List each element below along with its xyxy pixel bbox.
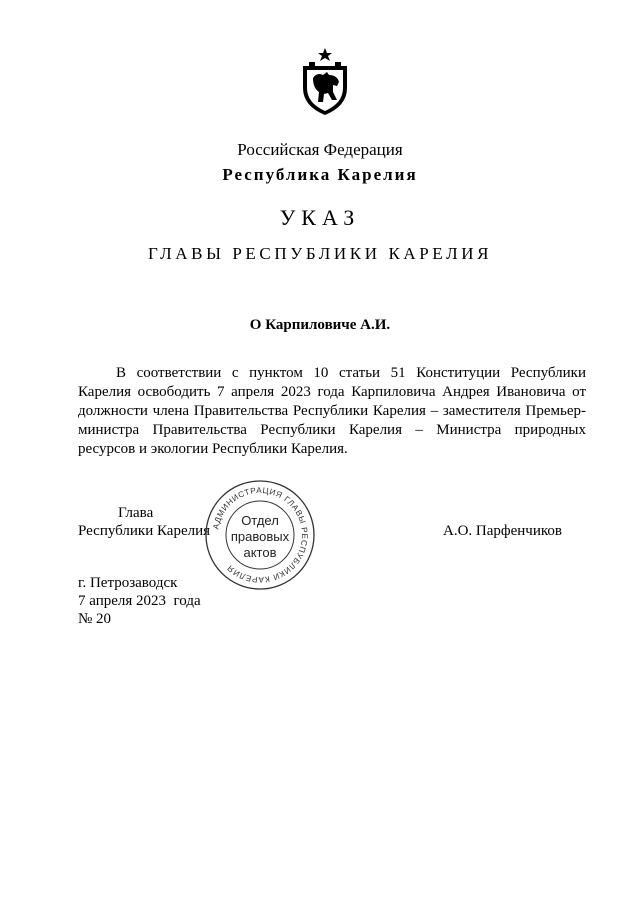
republic-name: Республика Карелия [222,165,418,184]
document-subtitle: ГЛАВЫ РЕСПУБЛИКИ КАРЕЛИЯ [147,244,493,263]
stamp-line3: актов [243,545,277,560]
signer-title-line1: Глава [118,505,154,521]
svg-text:АДМИНИСТРАЦИЯ ГЛАВЫ РЕСПУБЛИКИ: АДМИНИСТРАЦИЯ ГЛАВЫ РЕСПУБЛИКИ КАРЕЛИЯ [211,485,310,585]
document-footer [78,574,201,628]
signer-title-line2: Республики Карелия [78,523,211,539]
document-type: УКАЗ [279,205,361,230]
document-subject: О Карпиловиче А.И. [249,317,391,333]
footer-city: г. Петрозаводск [78,575,178,591]
footer-number: № 20 [78,611,112,627]
karelia-coat-of-arms-icon [299,48,351,116]
document-body [78,364,586,459]
country-name: Российская Федерация [237,140,403,159]
official-stamp [204,479,316,591]
signer-name: А.О. Парфенчиков [443,523,562,539]
body-paragraph: В соответствии с пунктом 10 статьи 51 Конституции Республики Карелия освободить 7 апреля 2023 года Карпиловича Андрея Ивановича от должности члена Правительства Республики Карелия – заместителя Премьер-министра Правительства Республики Карелия – Министра природных ресурсов и экологии Республики Карелия. [78,365,586,457]
footer-date: 7 апреля 2023 года [78,593,201,609]
stamp-line1: Отдел [241,513,279,528]
stamp-line2: правовых [230,529,290,544]
